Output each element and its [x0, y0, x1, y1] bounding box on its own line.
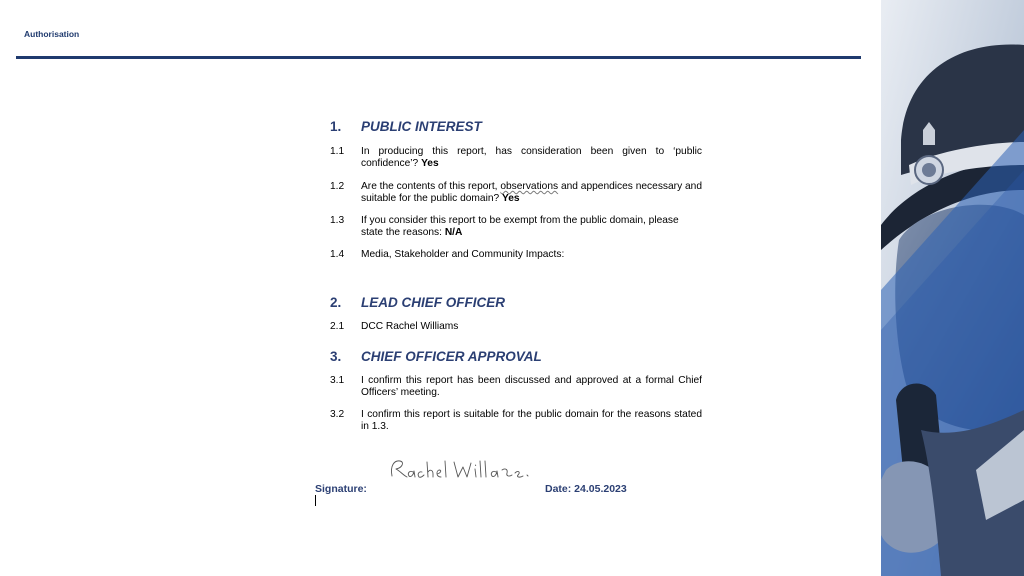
item-number: 3.2 [330, 409, 345, 420]
section-title: PUBLIC INTEREST [361, 119, 482, 134]
section-title: LEAD CHIEF OFFICER [361, 295, 505, 310]
item-number: 1.3 [330, 215, 345, 226]
item-1-4 [330, 249, 702, 261]
item-number: 2.1 [330, 321, 345, 332]
spellcheck-underlined-word: observations [500, 181, 559, 192]
text-cursor[interactable] [315, 495, 316, 506]
handwritten-signature [386, 456, 546, 482]
item-text: I confirm this report has been discussed and approved at a formal Chief Officers’ meeting. [361, 375, 702, 398]
section-title: CHIEF OFFICER APPROVAL [361, 349, 542, 364]
item-answer: Yes [421, 157, 439, 169]
item-number: 1.1 [330, 146, 345, 157]
item-number: 1.4 [330, 249, 345, 260]
date-label: Date: 24.05.2023 [545, 483, 627, 495]
section-heading-chief-officer-approval [330, 349, 542, 364]
item-text: If you consider this report to be exempt from the public domain, please state the reasons: N/A [361, 215, 679, 238]
item-text: DCC Rachel Williams [361, 321, 459, 332]
item-text: Are the contents of this report, observations and appendices necessary and suitable for the public domain? Yes [361, 181, 702, 204]
item-text: Media, Stakeholder and Community Impacts: [361, 249, 565, 260]
item-3-2 [330, 409, 702, 432]
section-number: 1. [330, 119, 342, 134]
section-heading-lead-chief-officer [330, 295, 505, 310]
item-1-1 [330, 146, 702, 169]
item-1-3 [330, 215, 702, 238]
item-answer: N/A [444, 226, 463, 238]
item-text: I confirm this report is suitable for the public domain for the reasons stated in 1.3. [361, 409, 702, 432]
item-number: 3.1 [330, 375, 345, 386]
header-divider [16, 56, 861, 59]
section-number: 3. [330, 349, 342, 364]
section-heading-public-interest [330, 119, 482, 134]
police-officer-photo-icon [881, 0, 1024, 576]
item-text: In producing this report, has consideration been given to ‘public confidence’? Yes [361, 146, 702, 169]
signature-label: Signature: [315, 483, 367, 495]
item-answer: Yes [502, 192, 520, 204]
item-2-1 [330, 321, 702, 333]
item-1-2 [330, 181, 702, 204]
item-3-1 [330, 375, 702, 398]
item-number: 1.2 [330, 181, 345, 192]
page-title: Authorisation [24, 29, 80, 39]
section-number: 2. [330, 295, 342, 310]
